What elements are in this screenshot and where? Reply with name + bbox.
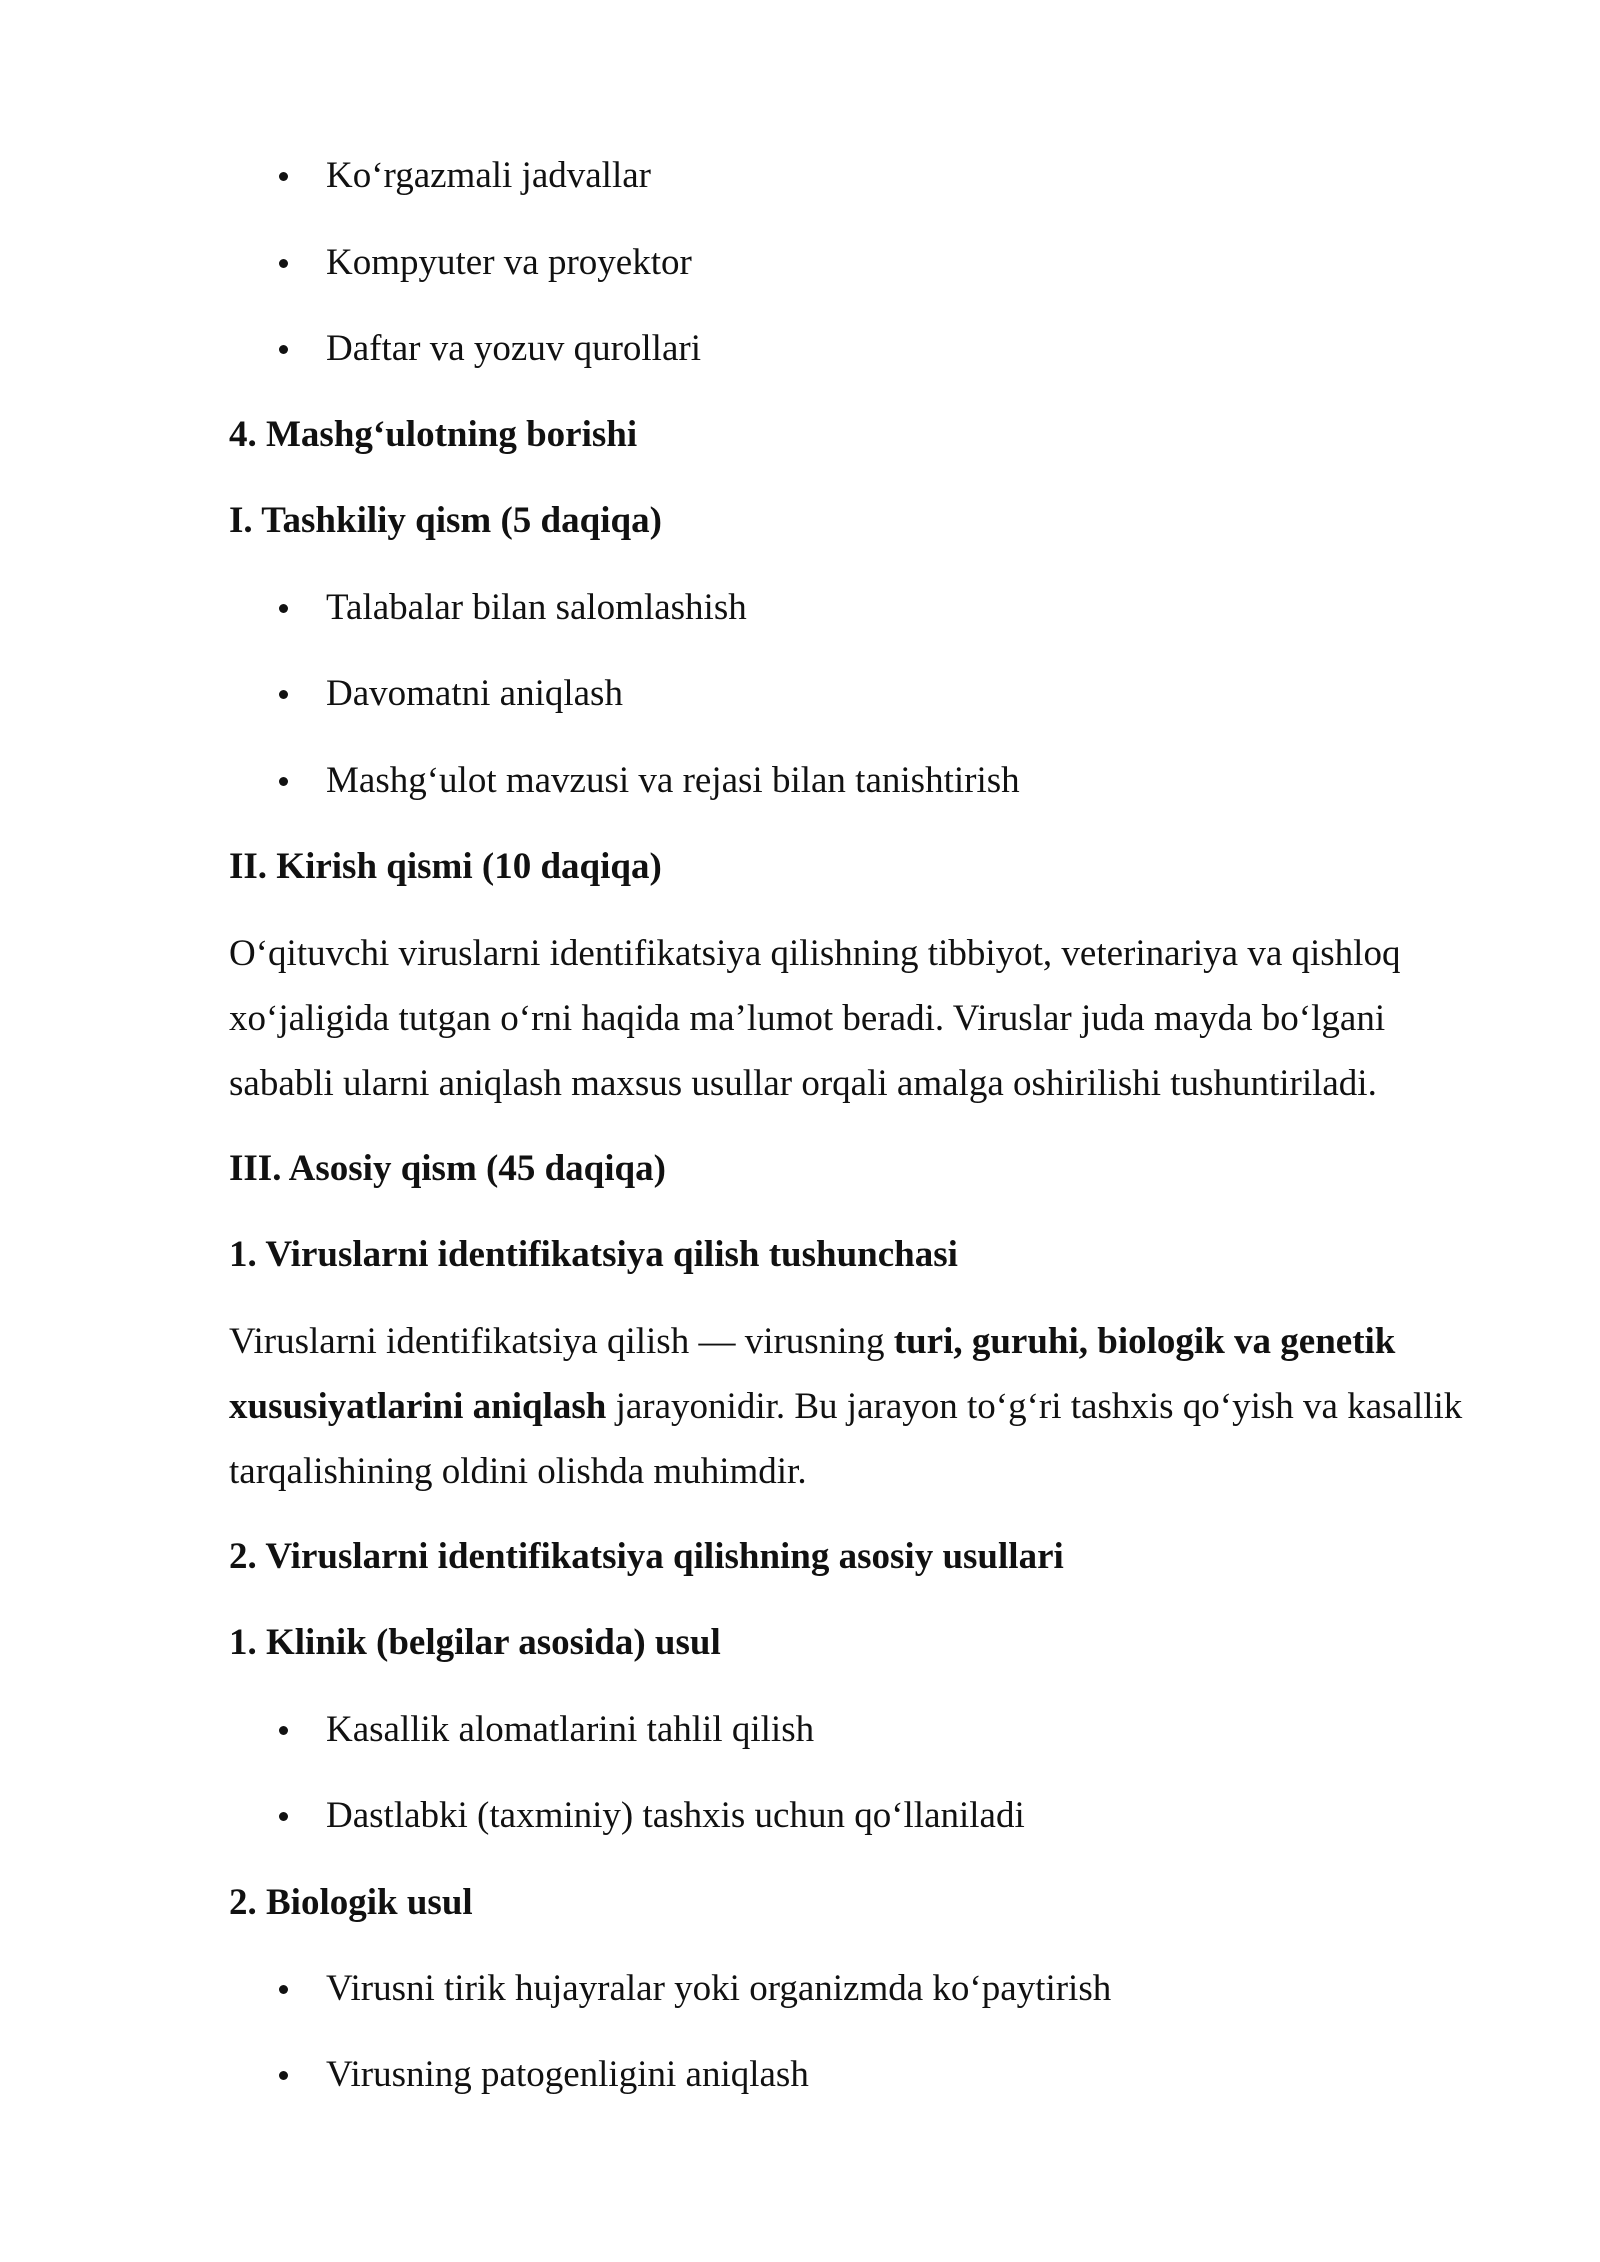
bullet-icon [279,345,288,354]
paragraph-line [229,1374,1489,1439]
list-item-text: Davomatni aniqlash [326,673,623,714]
concept-paragraph [229,1309,1489,1504]
paragraph-line: O‘qituvchi viruslarni identifikatsiya qilishning tibbiyot, veterinariya va qishloq [229,933,1401,974]
section-heading: 2. Viruslarni identifikatsiya qilishning asosiy usullari [229,1536,1064,1577]
list-item-text: Mashg‘ulot mavzusi va rejasi bilan tanishtirish [326,760,1020,801]
section-heading: 1. Viruslarni identifikatsiya qilish tushunchasi [229,1234,958,1275]
bullet-icon [279,1726,288,1735]
paragraph-line: tarqalishining oldini olishda muhimdir. [229,1451,807,1492]
paragraph-line: xo‘jaligida tutgan o‘rni haqida ma’lumot beradi. Viruslar juda mayda bo‘lgani [229,998,1386,1039]
section-heading: 4. Mashg‘ulotning borishi [229,414,638,455]
paragraph-line: sababli ularni aniqlash maxsus usullar orqali amalga oshirilishi tushuntiriladi. [229,1063,1377,1104]
section-heading: I. Tashkiliy qism (5 daqiqa) [229,500,662,541]
list-item-text: Dastlabki (taxminiy) tashxis uchun qo‘llaniladi [326,1795,1025,1836]
bullet-icon [279,690,288,699]
paragraph-text: Viruslarni identifikatsiya qilish — virusning [229,1321,894,1362]
section-heading: II. Kirish qismi (10 daqiqa) [229,846,662,887]
list-item-text: Daftar va yozuv qurollari [326,328,701,369]
bullet-icon [279,604,288,613]
list-item-text: Ko‘rgazmali jadvallar [326,155,651,196]
paragraph-emphasis: xususiyatlarini aniqlash [229,1386,607,1427]
list-item-text: Kompyuter va proyektor [326,242,692,283]
section-heading: III. Asosiy qism (45 daqiqa) [229,1148,666,1189]
list-item-text: Virusning patogenligini aniqlash [326,2054,809,2095]
bullet-icon [279,259,288,268]
list-item-text: Talabalar bilan salomlashish [326,587,747,628]
section-heading: 1. Klinik (belgilar asosida) usul [229,1622,721,1663]
bullet-icon [279,2071,288,2080]
list-item-text: Kasallik alomatlarini tahlil qilish [326,1709,815,1750]
bullet-icon [279,172,288,181]
paragraph-text: jarayonidir. Bu jarayon to‘g‘ri tashxis qo‘yish va kasallik [606,1386,1463,1427]
bullet-icon [279,1812,288,1821]
paragraph-line [229,1309,1489,1374]
paragraph-emphasis: turi, guruhi, biologik va genetik [893,1321,1396,1362]
bullet-icon [279,777,288,786]
intro-paragraph [229,921,1489,1116]
section-heading: 2. Biologik usul [229,1882,473,1923]
bullet-icon [279,1985,288,1994]
list-item-text: Virusni tirik hujayralar yoki organizmda ko‘paytirish [326,1968,1112,2009]
